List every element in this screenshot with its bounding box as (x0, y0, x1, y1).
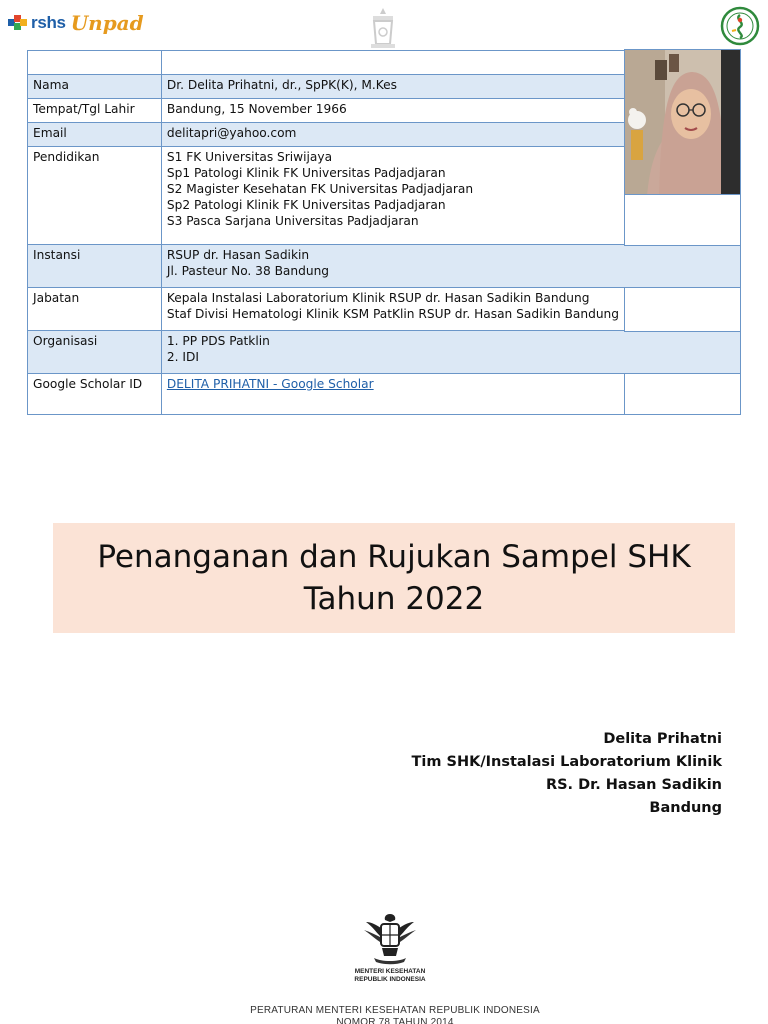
portrait-illustration (625, 50, 741, 195)
author-hospital: RS. Dr. Hasan Sadikin (545, 777, 722, 793)
google-scholar-link[interactable]: DELITA PRIHATNI - Google Scholar (166, 377, 374, 391)
row-label-jabatan: Jabatan (28, 288, 162, 331)
row-value-pendidikan: S1 FK Universitas Sriwijaya Sp1 Patologi Klinik FK Universitas Padjadjaran S2 Magister Kesehatan FK Universitas Padjadjaran Sp2 Patologi Klinik FK Universitas Padjadjaran S3 Pasca Sarjana Universitas Padjadjaran (161, 147, 624, 245)
row-label-scholar: Google Scholar ID (28, 374, 162, 415)
row-label (28, 51, 162, 75)
row-label-nama: Nama (28, 75, 162, 99)
row-label-instansi: Instansi (28, 245, 162, 288)
rshs-logo-text: rshs (31, 13, 66, 32)
table-row (28, 99, 625, 123)
presentation-title (97, 536, 690, 620)
row-label-organisasi: Organisasi (28, 331, 162, 374)
row-value-instansi: RSUP dr. Hasan Sadikin Jl. Pasteur No. 38 Bandung (161, 245, 624, 288)
regulation-heading: PERATURAN MENTERI KESEHATAN REPUBLIK INDONESIA NOMOR 78 TAHUN 2014 (250, 1005, 540, 1024)
rshs-crosses-icon (8, 15, 28, 31)
table-row (28, 147, 625, 245)
row-value-jabatan: Kepala Instalasi Laboratorium Klinik RSUP dr. Hasan Sadikin Bandung Staf Divisi Hematologi Klinik KSM PatKlin RSUP dr. Hasan Sadikin Bandung (161, 288, 624, 331)
row-value-organisasi: 1. PP PDS Patklin 2. IDI (161, 331, 624, 374)
row-value-email: delitapri@yahoo.com (161, 123, 624, 147)
row-value-birth: Bandung, 15 November 1966 (161, 99, 624, 123)
row-value (161, 51, 624, 75)
author-team: Tim SHK/Instalasi Laboratorium Klinik (411, 754, 722, 770)
table-row (28, 123, 625, 147)
row-label-birth: Tempat/Tgl Lahir (28, 99, 162, 123)
row-label-pendidikan: Pendidikan (28, 147, 162, 245)
table-row (28, 374, 625, 415)
association-logo-icon (720, 6, 760, 46)
title-line-2: Tahun 2022 (303, 581, 485, 617)
author-city: Bandung (649, 800, 722, 816)
unpad-logo-text: Unpad (70, 11, 144, 35)
author-name: Delita Prihatni (603, 731, 722, 747)
ministry-label: MENTERI KESEHATAN REPUBLIK INDONESIA (354, 968, 426, 983)
biodata-table (27, 50, 625, 415)
table-row (28, 331, 625, 374)
row-label-email: Email (28, 123, 162, 147)
garuda-emblem-icon (362, 908, 418, 966)
table-right-extension (624, 194, 741, 415)
table-row (28, 75, 625, 99)
presentation-title-box (53, 523, 735, 633)
emblem-icon (366, 6, 400, 50)
rshs-logo (8, 9, 144, 37)
title-line-1: Penanganan dan Rujukan Sampel SHK (97, 539, 691, 575)
row-value-nama: Dr. Delita Prihatni, dr., SpPK(K), M.Kes (161, 75, 624, 99)
table-row (28, 245, 625, 288)
table-row (28, 288, 625, 331)
table-row (28, 51, 625, 75)
profile-photo (624, 49, 741, 195)
author-block (411, 728, 722, 820)
row-value-scholar (161, 374, 624, 415)
